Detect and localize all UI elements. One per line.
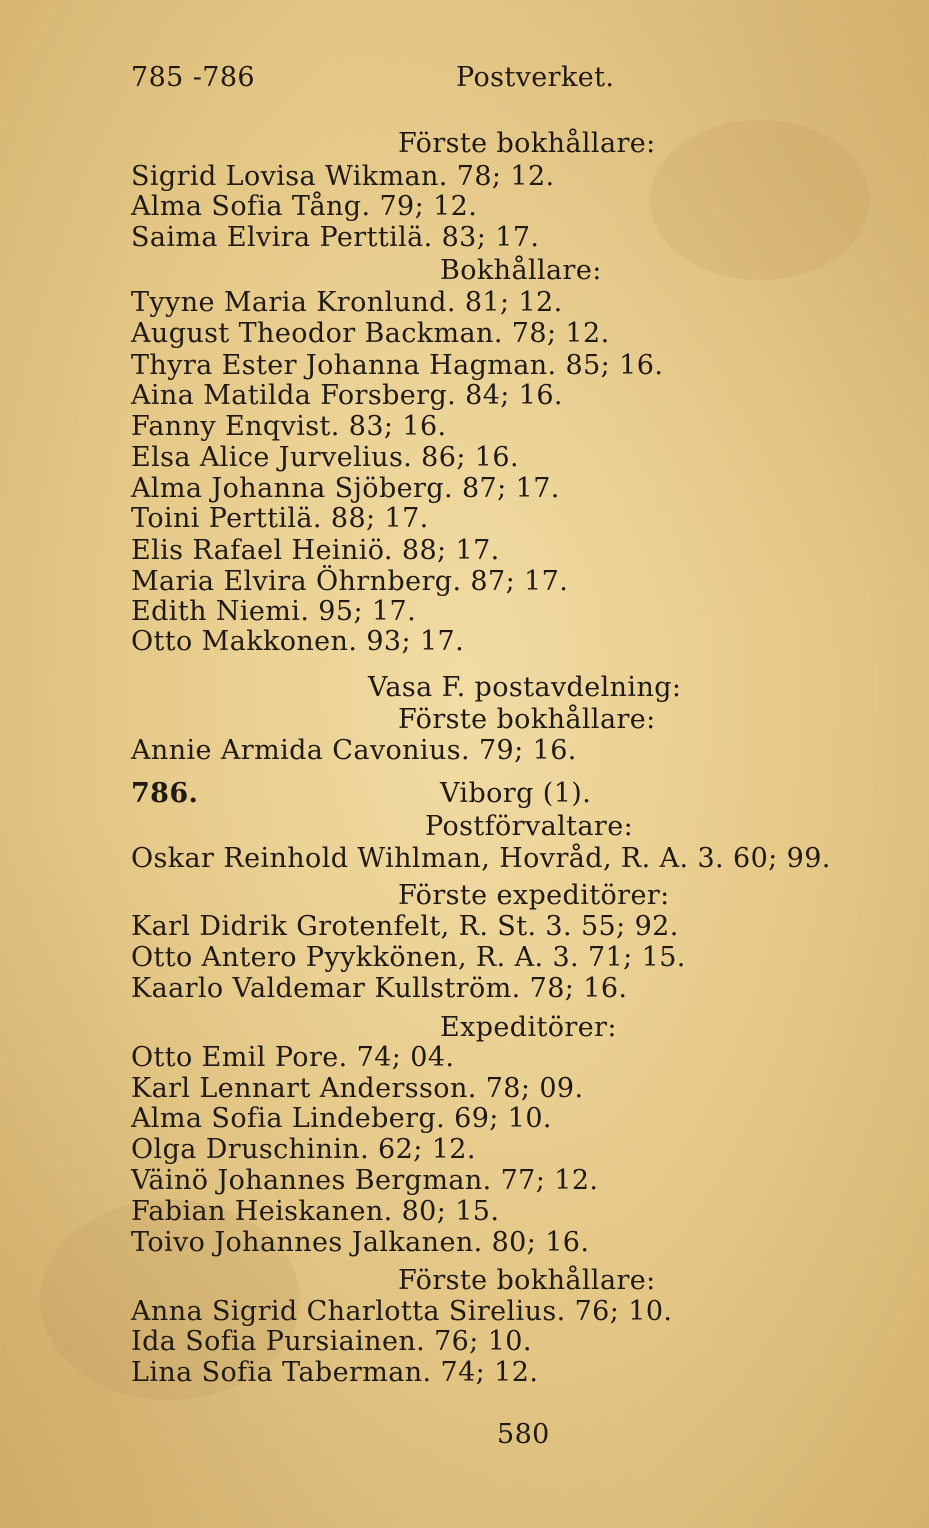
entry-line: Saima Elvira Perttilä. 83; 17. — [131, 222, 540, 253]
entry-line: Alma Sofia Tång. 79; 12. — [131, 191, 478, 222]
entry-line: Karl Lennart Andersson. 78; 09. — [131, 1073, 584, 1104]
section-heading: Expeditörer: — [440, 1012, 617, 1043]
section-heading: Bokhållare: — [440, 255, 602, 286]
section-heading: Förste bokhållare: — [398, 704, 656, 735]
running-header-left: 785 -786 — [131, 62, 255, 93]
entry-line: Fanny Enqvist. 83; 16. — [131, 411, 447, 442]
entry-line: Otto Makkonen. 93; 17. — [131, 626, 465, 657]
entry-line: Aina Matilda Forsberg. 84; 16. — [131, 380, 563, 411]
entry-line: Ida Sofia Pursiainen. 76; 10. — [131, 1326, 532, 1357]
entry-line: Fabian Heiskanen. 80; 15. — [131, 1196, 500, 1227]
entry-line: Olga Druschinin. 62; 12. — [131, 1134, 476, 1165]
entry-line: Kaarlo Valdemar Kullström. 78; 16. — [131, 973, 628, 1004]
paper-stain — [650, 120, 870, 280]
entry-line: Sigrid Lovisa Wikman. 78; 12. — [131, 161, 555, 192]
entry-line: Otto Antero Pyykkönen, R. A. 3. 71; 15. — [131, 942, 686, 973]
entry-line: Oskar Reinhold Wihlman, Hovråd, R. A. 3. 60; 99. — [131, 843, 831, 874]
page-number: 580 — [497, 1419, 550, 1450]
entry-line: Annie Armida Cavonius. 79; 16. — [131, 735, 577, 766]
section-heading: Postförvaltare: — [425, 811, 634, 842]
entry-line: Maria Elvira Öhrnberg. 87; 17. — [131, 566, 569, 597]
entry-line: August Theodor Backman. 78; 12. — [131, 318, 610, 349]
entry-line: Tyyne Maria Kronlund. 81; 12. — [131, 287, 563, 318]
entry-line: Edith Niemi. 95; 17. — [131, 596, 417, 627]
section-heading: Förste bokhållare: — [398, 1265, 656, 1296]
entry-line: Otto Emil Pore. 74; 04. — [131, 1042, 455, 1073]
entry-line: Lina Sofia Taberman. 74; 12. — [131, 1357, 539, 1388]
entry-line: Väinö Johannes Bergman. 77; 12. — [131, 1165, 599, 1196]
entry-line: Alma Sofia Lindeberg. 69; 10. — [131, 1103, 552, 1134]
entry-line: Toini Perttilä. 88; 17. — [131, 503, 429, 534]
entry-line: Alma Johanna Sjöberg. 87; 17. — [131, 473, 560, 504]
section-title: Viborg (1). — [440, 778, 592, 809]
entry-line: Elis Rafael Heiniö. 88; 17. — [131, 535, 500, 566]
entry-line: Anna Sigrid Charlotta Sirelius. 76; 10. — [131, 1296, 673, 1327]
section-heading: Förste bokhållare: — [398, 128, 656, 159]
entry-line: Elsa Alice Jurvelius. 86; 16. — [131, 442, 519, 473]
entry-line: Thyra Ester Johanna Hagman. 85; 16. — [131, 350, 664, 381]
section-number: 786. — [131, 778, 199, 809]
section-heading: Förste expeditörer: — [398, 880, 670, 911]
section-heading: Vasa F. postavdelning: — [368, 672, 682, 703]
entry-line: Karl Didrik Grotenfelt, R. St. 3. 55; 92. — [131, 911, 679, 942]
entry-line: Toivo Johannes Jalkanen. 80; 16. — [131, 1227, 590, 1258]
running-header-title: Postverket. — [456, 62, 615, 93]
